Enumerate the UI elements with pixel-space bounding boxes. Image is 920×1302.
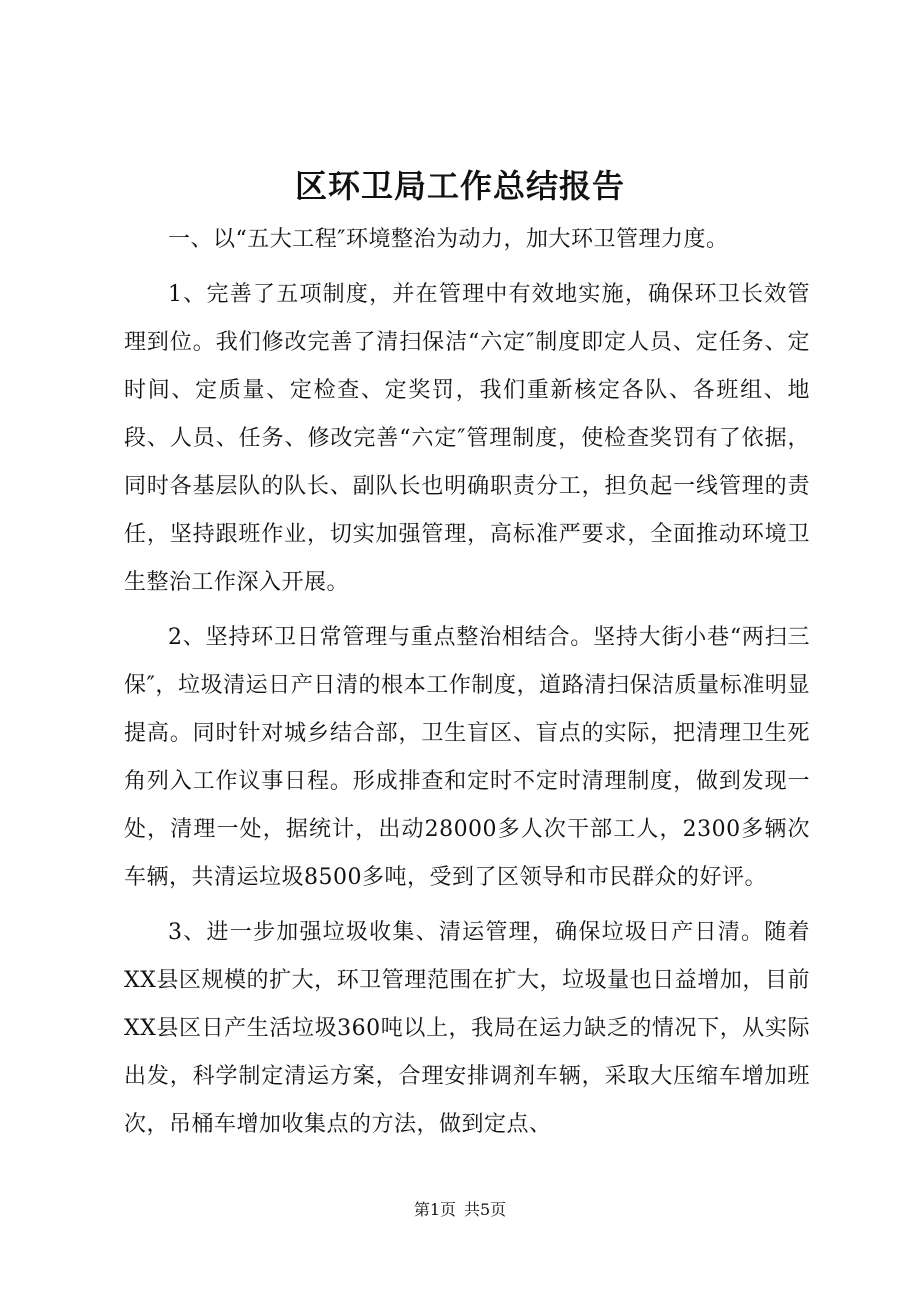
page-footer xyxy=(0,1199,920,1221)
paragraph-section-heading: 一、以“五大工程″环境整治为动力，加大环卫管理力度。 xyxy=(168,227,729,252)
paragraph-item-2: 2、坚持环卫日常管理与重点整治相结合。坚持大街小巷“两扫三保″，垃圾清运日产日清的根本工作制度，道路清扫保洁质量标准明显提高。同时针对城乡结合部，卫生盲区、盲点的实际，把清理卫生死角列入工作议事日程。形成排查和定时不定时清理制度，做到发现一处，清理一处，据统计，出动28000多人次干部工人，2300多辆次车辆，共清运垃圾8500多吨，受到了区领导和市民群众的好评。 xyxy=(124,625,810,890)
paragraph-item-1: 1、完善了五项制度，并在管理中有效地实施，确保环卫长效管理到位。我们修改完善了清扫保洁“六定″制度即定人员、定任务、定时间、定质量、定检查、定奖罚，我们重新核定各队、各班组、地段、人员、任务、修改完善“六定″管理制度，使检查奖罚有了依据，同时各基层队的队长、副队长也明确职责分工，担负起一线管理的责任，坚持跟班作业，切实加强管理，高标准严要求，全面推动环境卫生整治工作深入开展。 xyxy=(124,282,810,595)
page-number: 第1页 xyxy=(413,1200,456,1219)
paragraph-item-3: 3、进一步加强垃圾收集、清运管理，确保垃圾日产日清。随着XX县区规模的扩大，环卫管理范围在扩大，垃圾量也日益增加，目前XX县区日产生活垃圾360吨以上，我局在运力缺乏的情况下，从实际出发，科学制定清运方案，合理安排调剂车辆，采取大压缩车增加班次，吊桶车增加收集点的方法，做到定点、 xyxy=(124,920,810,1137)
document-title: 区环卫局工作总结报告 xyxy=(294,167,625,205)
document-body xyxy=(124,216,810,1156)
page-total: 共5页 xyxy=(464,1200,507,1219)
